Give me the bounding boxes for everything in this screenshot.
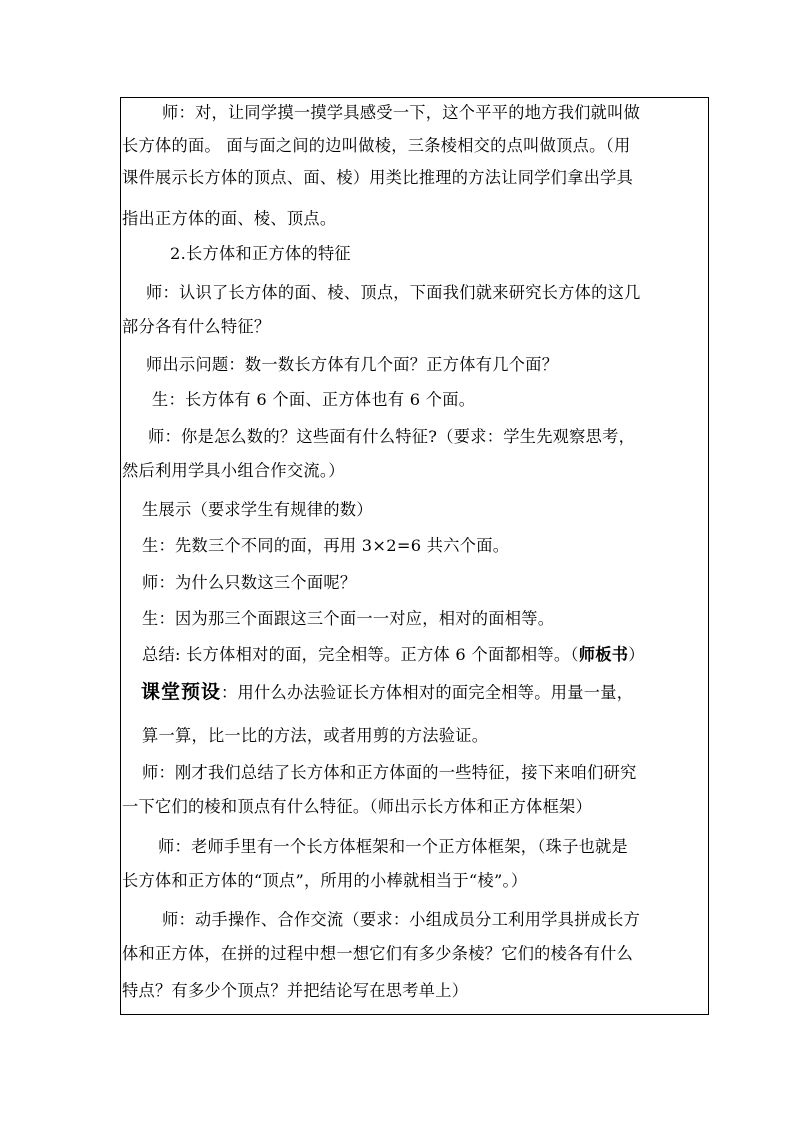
text-line: 师出示问题：数一数长方体有几个面？正方体有几个面？: [146, 355, 559, 374]
text-line: 师：动手操作、合作交流（要求：小组成员分工利用学具拼成长方: [162, 910, 641, 929]
text-line: 生：长方体有 6 个面、正方体也有 6 个面。: [152, 390, 476, 409]
text-line: 师：为什么只数这三个面呢？: [142, 573, 357, 592]
text-line: 生：先数三个不同的面，再用 3×2=6 共六个面。: [142, 536, 510, 555]
summary-line: [142, 644, 645, 666]
text-line: 算一算，比一比的方法，或者用剪的方法验证。: [142, 726, 489, 745]
text-line: 师：你是怎么数的？这些面有什么特征?（要求：学生先观察思考，: [148, 427, 636, 446]
table-cell: [120, 97, 709, 1015]
preset-line: [141, 681, 633, 704]
text-line: 长方体的面。 面与面之间的边叫做棱，三条棱相交的点叫做顶点。（用: [122, 136, 631, 155]
text-line: 一下它们的棱和顶点有什么特征。（师出示长方体和正方体框架）: [122, 797, 593, 816]
summary-text: 总结: 长方体相对的面，完全相等。正方体 6 个面都相等。（: [142, 645, 579, 664]
text-line: 特点？有多少个顶点？并把结论写在思考单上）: [122, 981, 469, 1000]
teacher-board-note: 师板书: [578, 645, 629, 664]
text-line: 然后利用学具小组合作交流。）: [122, 461, 345, 480]
text-line: 生展示（要求学生有规律的数）: [142, 500, 373, 519]
text-line: 指出正方体的面、棱、顶点。: [122, 209, 337, 228]
text-line: 体和正方体，在拼的过程中想一想它们有多少条棱？它们的棱各有什么: [122, 944, 634, 963]
text-line: 师：老师手里有一个长方体框架和一个正方体框架，（珠子也就是: [158, 837, 629, 856]
classroom-preset-label: 课堂预设: [141, 681, 222, 703]
summary-close: ）: [628, 645, 645, 664]
text-line: 师：刚才我们总结了长方体和正方体面的一些特征，接下来咱们研究: [142, 763, 637, 782]
text-line: 长方体和正方体的“顶点”，所用的小棒就相当于“棱”。）: [122, 871, 528, 890]
text-line: 师：认识了长方体的面、棱、顶点，下面我们就来研究长方体的这几: [146, 283, 641, 302]
text-line: 课件展示长方体的顶点、面、棱）用类比推理的方法让同学们拿出学具: [122, 168, 634, 187]
section-heading: 2.长方体和正方体的特征: [170, 244, 351, 263]
text-line: 部分各有什么特征？: [122, 317, 271, 336]
text-line: 生：因为那三个面跟这三个面一一对应，相对的面相等。: [142, 609, 555, 628]
text-line: 师：对，让同学摸一摸学具感受一下，这个平平的地方我们就叫做: [162, 103, 641, 122]
preset-text: ：用什么办法验证长方体相对的面完全相等。用量一量，: [221, 683, 634, 702]
